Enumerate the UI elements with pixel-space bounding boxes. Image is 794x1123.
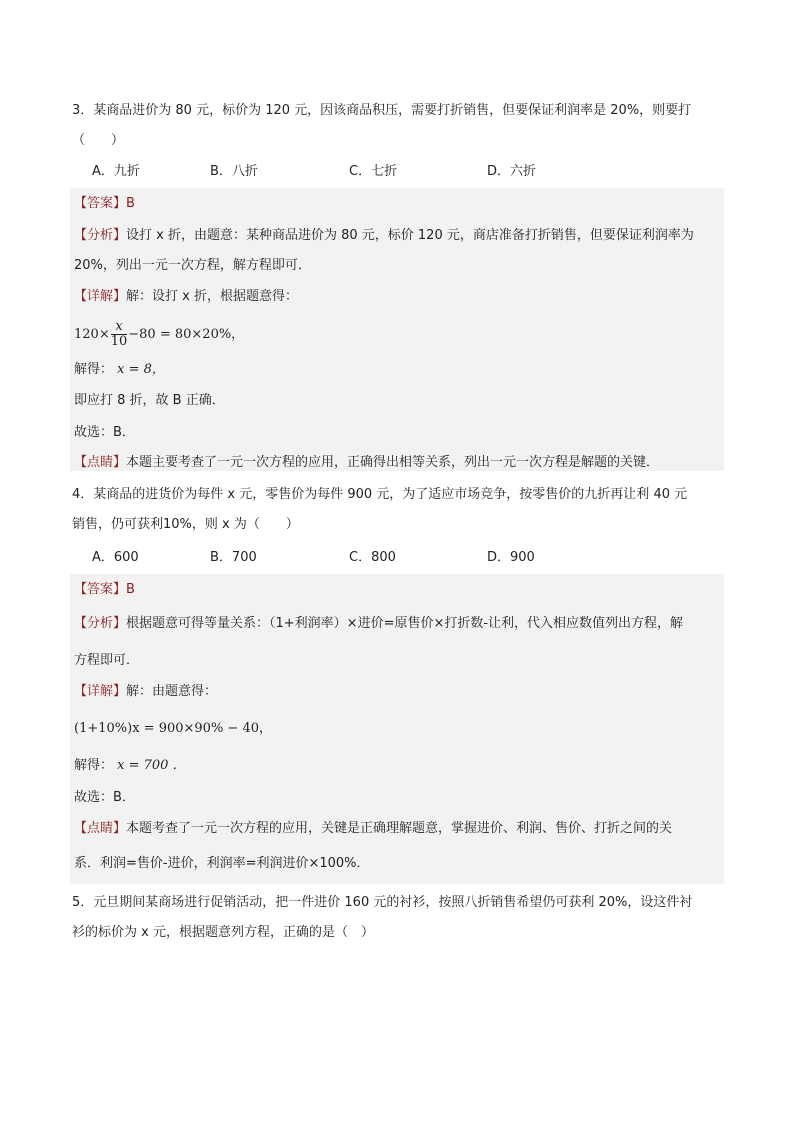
question-5-stem-line1: 5．元旦期间某商场进行促销活动，把一件进价 160 元的衬衫，按照八折销售希望仍可获利 20%，设这件衬 xyxy=(72,895,693,910)
answer-value: B xyxy=(126,582,135,597)
detail-intro: 解：由题意得： xyxy=(126,684,218,699)
question-5-stem-line2: 衫的标价为 x 元，根据题意列方程，正确的是（ ） xyxy=(72,925,374,940)
fraction-denominator: 10 xyxy=(110,334,128,349)
question-4-comment-line1 xyxy=(74,818,672,840)
solve-label: 解得： xyxy=(74,758,114,773)
analysis-tag: 【分析】 xyxy=(74,228,127,243)
question-3-answer xyxy=(74,193,135,215)
question-3-analysis-line1 xyxy=(74,225,694,247)
solve-label: 解得： xyxy=(74,362,114,377)
comment-tag: 【点睛】 xyxy=(74,821,127,836)
analysis-text: 设打 x 折，由题意：某种商品进价为 80 元，标价 120 元，商店准备打折销售，但要保证利润率为 xyxy=(126,228,694,243)
question-4-comment-line2: 系．利润=售价-进价，利润率=利润进价×100%． xyxy=(74,856,370,871)
option-d: D．900 xyxy=(487,550,535,565)
question-4-stem-line1: 4．某商品的进货价为每件 x 元，零售价为每件 900 元，为了适应市场竞争，按零售价的九折再让利 40 元 xyxy=(72,487,688,502)
answer-tag: 【答案】 xyxy=(74,196,127,211)
question-4-detail xyxy=(74,681,217,703)
question-4-answer xyxy=(74,579,135,601)
equation-left: 120× xyxy=(74,327,110,342)
option-c: C．七折 xyxy=(349,164,398,179)
question-3-stem-line2: （ ） xyxy=(72,133,125,148)
option-b: B．八折 xyxy=(210,164,258,179)
solve-value: x = 700 ． xyxy=(117,758,186,773)
question-4-solve xyxy=(74,755,186,777)
question-3-stem-line1: 3．某商品进价为 80 元，标价为 120 元，因该商品积压，需要打折销售，但要保证利润率是 20%，则要打 xyxy=(72,103,692,118)
question-3-conclusion: 即应打 8 折，故 B 正确． xyxy=(74,393,225,408)
question-4-stem xyxy=(72,480,724,540)
solve-value: x = 8， xyxy=(117,362,165,377)
question-3-comment xyxy=(74,452,659,474)
question-3-detail xyxy=(74,286,298,308)
question-3-options xyxy=(92,160,652,184)
option-b: B．700 xyxy=(210,550,257,565)
answer-value: B xyxy=(126,196,135,211)
comment-text: 本题主要考查了一元一次方程的应用，正确得出相等关系，列出一元一次方程是解题的关键． xyxy=(126,455,660,470)
option-c: C．800 xyxy=(349,550,396,565)
question-4-equation: (1+10%)x = 900×90% − 40， xyxy=(74,721,272,736)
fraction-numerator: x xyxy=(111,320,128,335)
detail-intro: 解：设打 x 折，根据题意得： xyxy=(126,289,298,304)
question-4-options xyxy=(92,546,652,570)
comment-tag: 【点睛】 xyxy=(74,455,127,470)
equation-fraction xyxy=(111,320,128,349)
question-4-stem-line2: 销售，仍可获利10%，则 x 为（ ） xyxy=(72,517,299,532)
analysis-text: 根据题意可得等量关系：（1+利润率）×进价=原售价×打折数-让利，代入相应数值列出方程，解 xyxy=(126,616,684,631)
question-3-stem xyxy=(72,96,724,156)
question-4-analysis-line2: 方程即可． xyxy=(74,653,140,668)
option-a: A．九折 xyxy=(92,164,140,179)
option-a: A．600 xyxy=(92,550,139,565)
question-3-analysis-line2: 20%，列出一元一次方程，解方程即可． xyxy=(74,258,311,273)
analysis-tag: 【分析】 xyxy=(74,616,127,631)
answer-tag: 【答案】 xyxy=(74,582,127,597)
equation-right: −80 = 80×20%， xyxy=(128,327,245,342)
question-4-analysis-line1 xyxy=(74,613,683,635)
option-d: D．六折 xyxy=(487,164,537,179)
detail-tag: 【详解】 xyxy=(74,289,127,304)
detail-tag: 【详解】 xyxy=(74,684,127,699)
question-3-choose: 故选：B． xyxy=(74,425,135,440)
question-4-choose: 故选：B． xyxy=(74,790,135,805)
question-3-solve xyxy=(74,359,165,381)
comment-text: 本题考查了一元一次方程的应用，关键是正确理解题意，掌握进价、利润、售价、打折之间的关 xyxy=(126,821,673,836)
question-3-equation xyxy=(74,320,244,350)
question-5-stem xyxy=(72,888,724,948)
